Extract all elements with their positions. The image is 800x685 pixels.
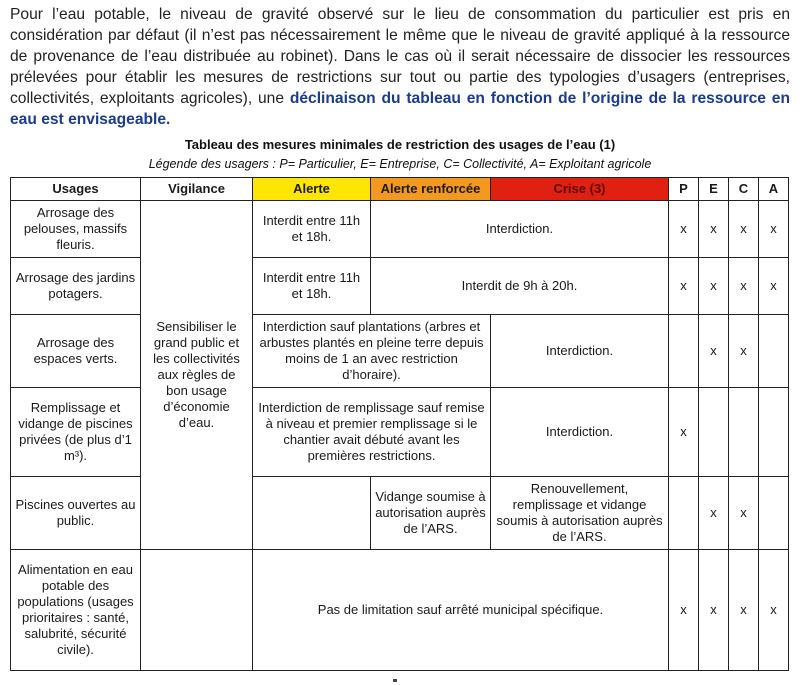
usage-cell: Piscines ouvertes au public. [11, 477, 141, 550]
c-cell: x [729, 315, 759, 388]
p-cell: x [669, 550, 699, 671]
p-cell [669, 477, 699, 550]
restriction-cell: Pas de limitation sauf arrêté municipal spécifique. [253, 550, 669, 671]
c-cell: x [729, 550, 759, 671]
intro-highlight: déclinaison du tableau en fonction de l’origine de la ressource en eau est envisageable. [10, 90, 791, 128]
header-vigilance: Vigilance [141, 178, 253, 201]
a-cell: x [759, 550, 789, 671]
header-e: E [699, 178, 729, 201]
vigilance-cell: Sensibiliser le grand public et les collectivités aux règles de bon usage d’économie d’eau. [141, 201, 253, 550]
p-cell: x [669, 388, 699, 477]
table-legend: Légende des usagers : P= Particulier, E= Entreprise, C= Collectivité, A= Exploitant agricole [148, 157, 652, 171]
p-cell [669, 315, 699, 388]
usage-cell: Arrosage des pelouses, massifs fleuris. [11, 201, 141, 258]
c-cell: x [729, 477, 759, 550]
a-cell [759, 315, 789, 388]
table-row [11, 258, 789, 315]
header-alerte: Alerte [253, 178, 371, 201]
intro-text: Pour l’eau potable, le niveau de gravité observé sur le lieu de consommation du particulier est pris en considération par défaut (il n’est pas nécessairement le même que le niveau de gravité appliqué à la ressource de provenance de l’eau distribuée au robinet). Dans le cas où il serait nécessaire de dissocier les ressources prélevées pour établir les mesures de restrictions sur tout ou partie des typologies d’usagers (entreprises, collectivités, exploitants agricoles), une [10, 6, 790, 107]
table-row [11, 550, 789, 671]
a-cell [759, 388, 789, 477]
usage-cell: Alimentation en eau potable des populations (usages prioritaires : santé, salubrité, sécurité civile). [11, 550, 141, 671]
restriction-cell: Renouvellement, remplissage et vidange soumis à autorisation auprès de l’ARS. [491, 477, 669, 550]
table-row [11, 201, 789, 258]
alerte-cell: Interdit entre 11h et 18h. [253, 258, 371, 315]
intro-paragraph [10, 4, 790, 130]
usage-cell: Remplissage et vidange de piscines privées (de plus d’1 m³). [11, 388, 141, 477]
header-crise: Crise (3) [491, 178, 669, 201]
e-cell: x [699, 550, 729, 671]
c-cell: x [729, 201, 759, 258]
a-cell [759, 477, 789, 550]
restriction-cell: Interdit de 9h à 20h. [371, 258, 669, 315]
alerte-cell [253, 477, 371, 550]
p-cell: x [669, 201, 699, 258]
alerte-cell: Interdiction sauf plantations (arbres et arbustes plantés en pleine terre depuis moins de 1 an avec restriction d’horaire). [253, 315, 491, 388]
c-cell: x [729, 258, 759, 315]
header-c: C [729, 178, 759, 201]
table-row [11, 477, 789, 550]
usage-cell: Arrosage des jardins potagers. [11, 258, 141, 315]
header-usages: Usages [11, 178, 141, 201]
renforcee-cell: Vidange soumise à autorisation auprès de l’ARS. [371, 477, 491, 550]
e-cell: x [699, 258, 729, 315]
restriction-cell: Interdiction. [491, 315, 669, 388]
vigilance-empty-cell [141, 550, 253, 671]
a-cell: x [759, 258, 789, 315]
e-cell: x [699, 477, 729, 550]
header-a: A [759, 178, 789, 201]
e-cell: x [699, 315, 729, 388]
e-cell [699, 388, 729, 477]
alerte-cell: Interdit entre 11h et 18h. [253, 201, 371, 258]
a-cell: x [759, 201, 789, 258]
p-cell: x [669, 258, 699, 315]
header-row [11, 178, 789, 201]
e-cell: x [699, 201, 729, 258]
usage-cell: Arrosage des espaces verts. [11, 315, 141, 388]
c-cell [729, 388, 759, 477]
header-alerte-renforcee: Alerte renforcée [371, 178, 491, 201]
restriction-cell: Interdiction. [491, 388, 669, 477]
table-row [11, 315, 789, 388]
header-p: P [669, 178, 699, 201]
table-row [11, 388, 789, 477]
page-mark [393, 679, 397, 682]
alerte-cell: Interdiction de remplissage sauf remise à niveau et premier remplissage si le chantier avait débuté avant les premières restrictions. [253, 388, 491, 477]
table-title: Tableau des mesures minimales de restriction des usages de l’eau (1) [184, 137, 616, 152]
restriction-table [10, 177, 789, 671]
restriction-cell: Interdiction. [371, 201, 669, 258]
